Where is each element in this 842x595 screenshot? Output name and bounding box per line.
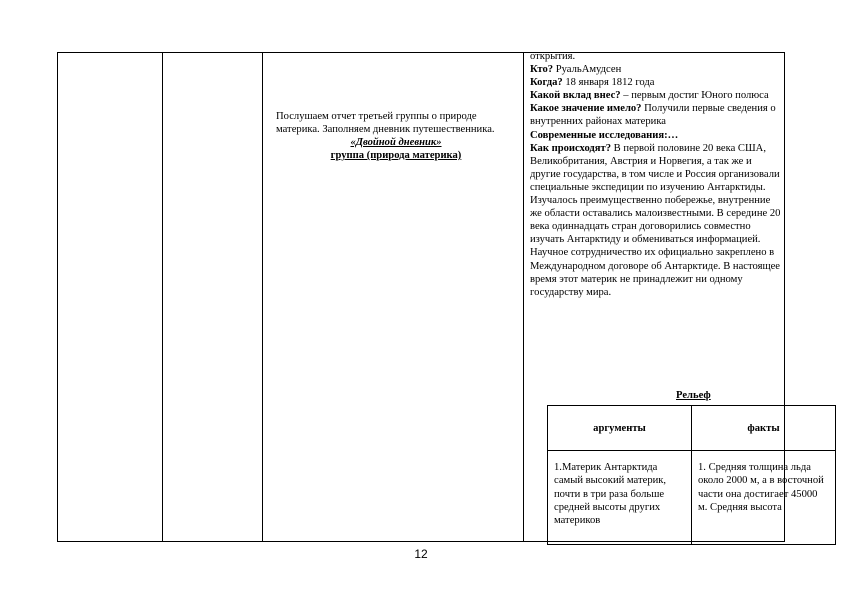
meaning-line	[530, 102, 782, 128]
modern-research-heading: Современные исследования:…	[530, 129, 679, 141]
when-line	[530, 76, 782, 89]
column-divider-1	[162, 52, 163, 542]
relief-header-facts: факты	[692, 406, 836, 451]
relief-argument-cell	[548, 451, 692, 545]
relief-argument-text: 1.Материк Антарктида самый высокий материк, почти в три раза больше средней высоты других материков	[554, 462, 667, 527]
relief-table	[547, 405, 836, 545]
column-divider-3	[523, 52, 524, 542]
relief-header-arguments: аргументы	[548, 406, 692, 451]
when-label: Когда?	[530, 77, 563, 89]
meaning-label: Какое значение имело?	[530, 103, 642, 115]
student-activity-cell	[530, 50, 782, 299]
when-value: 18 января 1812 года	[562, 77, 655, 89]
column-divider-2	[262, 52, 263, 542]
meaning-value: Получили первые сведения о внутренних районах материка	[530, 103, 776, 128]
who-value: РуальАмудсен	[553, 64, 622, 76]
group-title: группа (природа материка)	[330, 150, 462, 161]
teacher-activity-cell	[276, 110, 516, 162]
relief-fact-text: 1. Средняя толщина льда около 2000 м, а в восточной части она достигает 45000 м. Средняя высота	[698, 462, 824, 513]
relief-title: Рельеф	[676, 390, 711, 401]
intro-text: Послушаем отчет третьей группы о природе материка. Заполняем дневник путешественника.	[276, 111, 495, 135]
page-number: 12	[414, 547, 428, 561]
relief-fact-cell	[692, 451, 836, 545]
contribution-value: – первым достиг Юного полюса	[620, 90, 769, 102]
how-label: Как происходят?	[530, 142, 612, 154]
contribution-line	[530, 89, 782, 102]
contribution-label: Какой вклад внес?	[530, 90, 621, 102]
who-line	[530, 63, 782, 76]
how-paragraph	[530, 142, 782, 299]
relief-data-row	[548, 451, 836, 545]
continuation-text: открытия.	[530, 51, 576, 62]
how-value: В первой половине 20 века США, Великобритания, Австрия и Норвегия, а так же и другие государства, в том числе и Россия организовали специальные экспедиции по изучению Антарктиды. Изучалось преимущественно побережье, внутренние же области оставались малоизвестными. В середине 20 века одиннадцать стран договорились совместно изучать Антарктиду и обмениваться информацией. Научное сотрудничество их официально закреплено в Международном договоре об Антарктиде. В настоящее время этот материк не принадлежит ни одному государству мира.	[530, 142, 781, 298]
diary-title: «Двойной дневник»	[350, 137, 442, 148]
who-label: Кто?	[530, 64, 554, 76]
relief-header-row	[548, 406, 836, 451]
